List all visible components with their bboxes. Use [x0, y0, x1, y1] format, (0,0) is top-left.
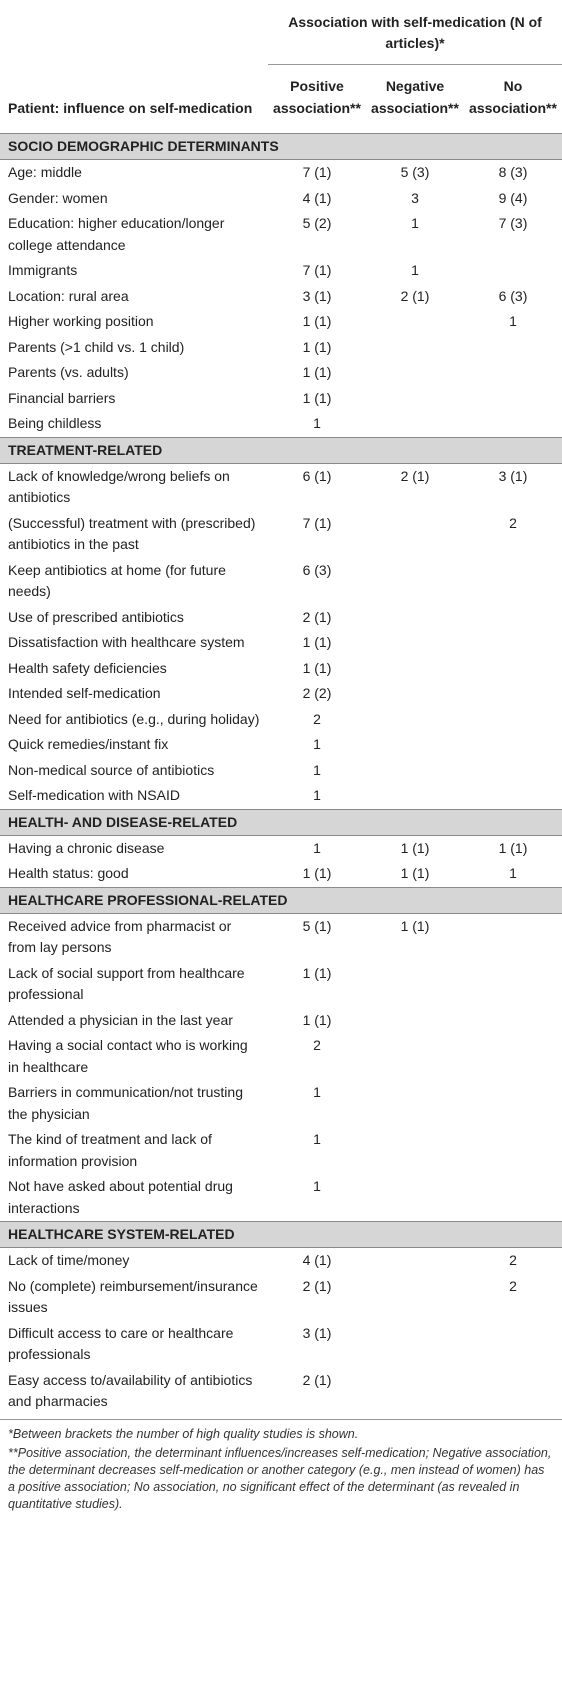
table-row — [0, 1080, 562, 1127]
negative-cell: 1 — [411, 262, 419, 278]
table-row — [0, 411, 562, 437]
determinant-cell: Parents (>1 child vs. 1 child) — [8, 338, 185, 355]
determinant-cell: Gender: women — [8, 189, 108, 206]
positive-cell: 1 — [313, 1178, 321, 1194]
negative-cell — [366, 386, 464, 412]
table-row — [0, 1248, 562, 1274]
positive-cell: 1 (1) — [302, 865, 332, 881]
no-association-cell — [464, 758, 562, 784]
negative-cell: 1 — [411, 215, 419, 231]
negative-cell — [366, 558, 464, 605]
negative-cell: 5 (3) — [400, 164, 430, 180]
no-association-cell — [464, 1008, 562, 1034]
positive-cell: 1 (1) — [302, 1011, 332, 1028]
section-header-row — [0, 887, 562, 913]
positive-column-header: Positive association** — [273, 78, 361, 116]
positive-cell: 6 (1) — [302, 467, 332, 484]
no-association-cell — [464, 630, 562, 656]
positive-cell: 2 — [313, 710, 321, 727]
determinant-cell: Education: higher education/longer college attendance — [8, 215, 225, 253]
no-association-cell — [464, 335, 562, 361]
table-row — [0, 681, 562, 707]
table-row — [0, 783, 562, 809]
positive-cell: 5 (2) — [302, 215, 332, 231]
table-row — [0, 913, 562, 961]
table-row — [0, 1321, 562, 1368]
no-association-cell: 9 (4) — [498, 189, 528, 206]
positive-cell: 4 (1) — [302, 189, 332, 206]
negative-cell: 3 — [411, 189, 419, 206]
determinant-cell: Intended self-medication — [8, 685, 161, 701]
negative-cell — [366, 309, 464, 335]
determinant-cell: Health status: good — [8, 865, 129, 881]
positive-cell: 6 (3) — [302, 561, 332, 578]
table-row — [0, 386, 562, 412]
no-association-cell — [464, 783, 562, 809]
negative-cell — [366, 783, 464, 809]
negative-cell — [366, 1321, 464, 1368]
table-row — [0, 656, 562, 682]
footnote: **Positive association, the determinant influences/increases self-medication; Negative association, the determinant decreases self-medication or another category (e.g., men instead of women) has a positive association; No association, no significant effect of the determinant (as revealed in quantitative studies). — [8, 1445, 552, 1511]
no-association-cell — [464, 913, 562, 961]
determinant-cell: Easy access to/availability of antibiotics and pharmacies — [8, 1371, 253, 1409]
positive-cell: 2 (1) — [302, 608, 332, 625]
negative-cell — [366, 1368, 464, 1420]
table-row — [0, 211, 562, 258]
no-association-cell — [464, 707, 562, 733]
no-association-cell: 1 — [509, 313, 517, 329]
determinant-cell: Non-medical source of antibiotics — [8, 761, 215, 778]
positive-cell: 1 — [313, 761, 321, 778]
table-row — [0, 861, 562, 887]
negative-cell — [366, 1274, 464, 1321]
section-title: TREATMENT-RELATED — [0, 437, 562, 463]
no-association-cell — [464, 656, 562, 682]
positive-cell: 1 (1) — [302, 964, 332, 981]
determinant-cell: Not have asked about potential drug interactions — [8, 1178, 233, 1216]
table-row — [0, 732, 562, 758]
determinant-cell: Location: rural area — [8, 287, 129, 304]
negative-cell — [366, 411, 464, 437]
negative-cell — [366, 605, 464, 631]
table-row — [0, 258, 562, 284]
negative-cell — [366, 707, 464, 733]
positive-cell: 1 — [313, 736, 321, 752]
no-association-cell: 2 — [509, 1252, 517, 1268]
determinant-cell: Received advice from pharmacist or from lay persons — [8, 917, 232, 955]
negative-cell — [366, 1174, 464, 1222]
no-association-cell: 1 (1) — [498, 839, 528, 856]
positive-cell: 2 — [313, 1037, 321, 1053]
table-row — [0, 309, 562, 335]
positive-cell: 7 (1) — [302, 164, 332, 180]
negative-cell — [366, 681, 464, 707]
no-association-cell — [464, 1368, 562, 1420]
negative-cell — [366, 1033, 464, 1080]
positive-cell: 1 (1) — [302, 659, 332, 676]
table-row — [0, 630, 562, 656]
negative-cell: 1 (1) — [400, 865, 430, 881]
negative-cell — [366, 758, 464, 784]
determinant-cell: Keep antibiotics at home (for future needs) — [8, 561, 226, 599]
determinant-cell: Difficult access to care or healthcare professionals — [8, 1324, 234, 1362]
section-header-row — [0, 1222, 562, 1248]
negative-cell — [366, 1127, 464, 1174]
determinant-cell: Age: middle — [8, 164, 82, 180]
negative-column-header: Negative association** — [371, 78, 459, 116]
no-association-cell — [464, 1127, 562, 1174]
patient-column-header: Patient: influence on self-medication — [8, 100, 253, 116]
no-association-cell — [464, 605, 562, 631]
negative-cell: 2 (1) — [400, 287, 430, 304]
positive-cell: 1 — [313, 787, 321, 803]
positive-cell: 2 (1) — [302, 1371, 332, 1388]
determinant-cell: Parents (vs. adults) — [8, 364, 129, 380]
positive-cell: 4 (1) — [302, 1252, 332, 1268]
no-association-cell: 7 (3) — [498, 215, 528, 231]
no-association-cell — [464, 558, 562, 605]
positive-cell: 1 — [313, 839, 321, 856]
no-association-cell: 6 (3) — [498, 287, 528, 304]
positive-cell: 7 (1) — [302, 262, 332, 278]
positive-cell: 1 (1) — [302, 389, 332, 406]
determinant-cell: Dissatisfaction with healthcare system — [8, 634, 245, 650]
positive-cell: 1 — [313, 1131, 321, 1147]
negative-cell: 2 (1) — [400, 467, 430, 484]
no-association-cell: 8 (3) — [498, 164, 528, 180]
negative-cell — [366, 656, 464, 682]
table-row — [0, 605, 562, 631]
table-row — [0, 1008, 562, 1034]
no-association-cell — [464, 732, 562, 758]
header-row-sub — [0, 65, 562, 134]
section-header-row — [0, 809, 562, 835]
table-row — [0, 463, 562, 511]
negative-cell — [366, 335, 464, 361]
table-row — [0, 1033, 562, 1080]
section-title: HEALTHCARE SYSTEM-RELATED — [0, 1222, 562, 1248]
table-row — [0, 511, 562, 558]
table-row — [0, 160, 562, 186]
determinant-cell: Barriers in communication/not trusting the physician — [8, 1084, 243, 1122]
negative-cell — [366, 961, 464, 1008]
table-row — [0, 835, 562, 861]
table-row — [0, 335, 562, 361]
negative-cell — [366, 511, 464, 558]
table-body — [0, 134, 562, 1420]
section-title: HEALTHCARE PROFESSIONAL-RELATED — [0, 887, 562, 913]
determinant-cell: Financial barriers — [8, 389, 116, 406]
no-association-cell — [464, 360, 562, 386]
no-association-cell — [464, 1321, 562, 1368]
no-association-cell — [464, 1033, 562, 1080]
table-row — [0, 558, 562, 605]
determinant-cell: Self-medication with NSAID — [8, 787, 180, 803]
positive-cell: 7 (1) — [302, 514, 332, 531]
determinant-cell: Quick remedies/instant fix — [8, 736, 169, 752]
no-association-cell: 2 — [509, 1277, 517, 1294]
table-row — [0, 1368, 562, 1420]
no-association-cell — [464, 1080, 562, 1127]
no-association-column-header: No association** — [469, 78, 557, 116]
no-association-cell — [464, 258, 562, 284]
header-spacer — [0, 0, 268, 65]
section-header-row — [0, 134, 562, 160]
no-association-cell — [464, 1174, 562, 1222]
negative-cell — [366, 1008, 464, 1034]
determinant-cell: Lack of time/money — [8, 1252, 130, 1268]
section-title: HEALTH- AND DISEASE-RELATED — [0, 809, 562, 835]
negative-cell: 1 (1) — [400, 839, 430, 856]
determinant-cell: Higher working position — [8, 313, 154, 329]
negative-cell — [366, 732, 464, 758]
header-row-top — [0, 0, 562, 65]
determinant-cell: Having a social contact who is working in healthcare — [8, 1037, 248, 1075]
table-row — [0, 186, 562, 212]
positive-cell: 1 (1) — [302, 338, 332, 355]
negative-cell — [366, 360, 464, 386]
determinant-cell: Health safety deficiencies — [8, 659, 167, 676]
determinant-cell: Lack of social support from healthcare professional — [8, 964, 245, 1002]
footnotes — [0, 1420, 562, 1513]
table-row — [0, 284, 562, 310]
table-header — [0, 0, 562, 134]
positive-cell: 1 (1) — [302, 364, 332, 380]
positive-cell: 1 (1) — [302, 634, 332, 650]
determinant-cell: Having a chronic disease — [8, 839, 165, 856]
table-row — [0, 758, 562, 784]
table-row — [0, 961, 562, 1008]
section-header-row — [0, 437, 562, 463]
table-row — [0, 1274, 562, 1321]
positive-cell: 3 (1) — [302, 1324, 332, 1341]
section-title: SOCIO DEMOGRAPHIC DETERMINANTS — [0, 134, 562, 160]
determinant-cell: No (complete) reimbursement/insurance issues — [8, 1277, 258, 1315]
determinant-cell: Attended a physician in the last year — [8, 1011, 233, 1028]
no-association-cell — [464, 681, 562, 707]
positive-cell: 5 (1) — [302, 917, 332, 934]
table-row — [0, 1127, 562, 1174]
association-header: Association with self-medication (N of articles)* — [268, 0, 562, 65]
positive-cell: 2 (2) — [302, 685, 332, 701]
table-row — [0, 1174, 562, 1222]
negative-cell — [366, 1248, 464, 1274]
no-association-cell — [464, 961, 562, 1008]
determinant-cell: Use of prescribed antibiotics — [8, 608, 184, 625]
table-row — [0, 360, 562, 386]
no-association-cell — [464, 411, 562, 437]
footnote: *Between brackets the number of high quality studies is shown. — [8, 1426, 359, 1441]
no-association-cell: 1 — [509, 865, 517, 881]
negative-cell: 1 (1) — [400, 917, 430, 934]
determinant-cell: Lack of knowledge/wrong beliefs on antibiotics — [8, 467, 230, 505]
no-association-cell — [464, 386, 562, 412]
no-association-cell: 2 — [509, 514, 517, 531]
determinant-cell: Being childless — [8, 415, 102, 431]
table-row — [0, 707, 562, 733]
negative-cell — [366, 1080, 464, 1127]
determinant-cell: Immigrants — [8, 262, 78, 278]
negative-cell — [366, 630, 464, 656]
positive-cell: 1 (1) — [302, 313, 332, 329]
positive-cell: 2 (1) — [302, 1277, 332, 1294]
positive-cell: 1 — [313, 415, 321, 431]
determinant-cell: (Successful) treatment with (prescribed) antibiotics in the past — [8, 514, 256, 552]
positive-cell: 3 (1) — [302, 287, 332, 304]
no-association-cell: 3 (1) — [498, 467, 528, 484]
determinant-cell: Need for antibiotics (e.g., during holiday) — [8, 710, 260, 727]
positive-cell: 1 — [313, 1084, 321, 1100]
determinant-cell: The kind of treatment and lack of information provision — [8, 1131, 212, 1169]
